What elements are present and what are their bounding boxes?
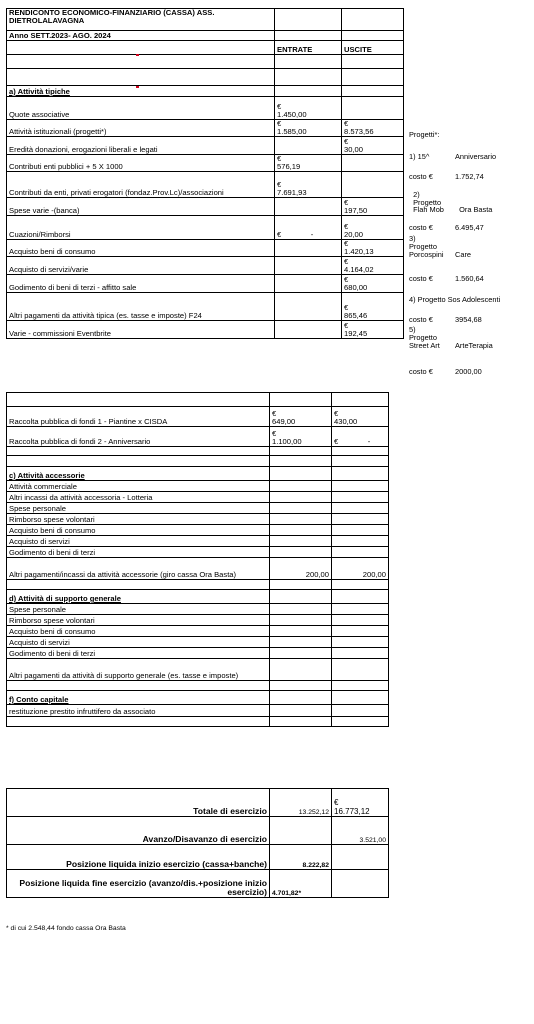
row-uscite: € - xyxy=(332,427,389,447)
row-entrate xyxy=(270,503,332,514)
row-entrate xyxy=(270,536,332,547)
table-row xyxy=(7,604,389,615)
table-row xyxy=(7,407,389,427)
red-mark xyxy=(136,86,139,88)
section-d-rows xyxy=(7,604,389,681)
project-5-name xyxy=(409,326,493,349)
row-uscite xyxy=(332,615,389,626)
table-row xyxy=(7,136,404,154)
row-label: Rimborso spese volontari xyxy=(7,615,270,626)
row-uscite xyxy=(332,659,389,681)
project-1-label: 1) 15^ xyxy=(409,152,430,161)
empty-cell xyxy=(342,55,404,69)
table-row xyxy=(7,427,389,447)
row-entrate xyxy=(275,320,342,338)
row-label: Raccolta pubblica di fondi 2 - Anniversario xyxy=(7,427,270,447)
empty-cell xyxy=(7,456,270,467)
row-label: Acquisto beni di consumo xyxy=(7,626,270,637)
empty-cell xyxy=(342,86,404,97)
empty-cell xyxy=(270,467,332,481)
project-3-cost-value: 1.560,64 xyxy=(455,274,484,283)
posizione-fine-label: Posizione liquida fine esercizio (avanzo/dis.+posizione inizio esercizio) xyxy=(7,870,270,898)
section-c-rows xyxy=(7,481,389,580)
project-1-cost-value: 1.752,74 xyxy=(455,172,484,181)
table-row xyxy=(7,705,389,717)
table-row xyxy=(7,274,404,292)
row-entrate xyxy=(270,659,332,681)
row-label: Altri pagamenti da attività di supporto generale (es. tasse e imposte) xyxy=(7,659,270,681)
row-uscite xyxy=(332,626,389,637)
row-label: Varie - commissioni Eventbrite xyxy=(7,320,275,338)
row-uscite xyxy=(332,705,389,717)
row-uscite: € 197,50 xyxy=(342,197,404,215)
empty-cell xyxy=(7,447,270,456)
empty-cell xyxy=(270,817,332,845)
totale-uscite: € 16.773,12 xyxy=(332,789,389,817)
table-row xyxy=(7,648,389,659)
empty-cell xyxy=(270,393,332,407)
empty-cell xyxy=(332,845,389,870)
table-row xyxy=(7,292,404,320)
empty-cell xyxy=(270,580,332,590)
empty-cell xyxy=(332,580,389,590)
report-title: RENDICONTO ECONOMICO-FINANZIARIO (CASSA) ASS. DIETROLALAVAGNA xyxy=(7,9,275,31)
empty-cell xyxy=(275,55,342,69)
project-1-title: Anniversario xyxy=(455,152,497,161)
table-row xyxy=(7,256,404,274)
row-entrate xyxy=(275,239,342,256)
table-row xyxy=(7,536,389,547)
project-1-cost xyxy=(409,173,484,181)
row-label: Acquisto di servizi xyxy=(7,637,270,648)
accessory-table xyxy=(6,392,389,727)
row-entrate: € - xyxy=(275,215,342,239)
row-uscite xyxy=(332,525,389,536)
row-uscite xyxy=(332,481,389,492)
empty-cell xyxy=(7,55,275,69)
row-entrate: € 649,00 xyxy=(270,407,332,427)
table-row xyxy=(7,320,404,338)
row-uscite: € 430,00 xyxy=(332,407,389,427)
section-a-heading: a) Attività tipiche xyxy=(7,86,275,97)
row-uscite xyxy=(332,503,389,514)
totals-table xyxy=(6,788,389,898)
empty-cell xyxy=(332,717,389,727)
row-entrate xyxy=(270,648,332,659)
row-label: Attività istituzionali (progetti*) xyxy=(7,120,275,137)
row-label: Acquisto beni di consumo xyxy=(7,525,270,536)
empty-cell xyxy=(332,590,389,604)
project-5-title: ArteTerapia xyxy=(455,340,493,350)
section-d-heading: d) Attività di supporto generale xyxy=(7,590,270,604)
project-4-name: 4) Progetto Sos Adolescenti xyxy=(409,295,501,304)
row-uscite: € 4.164,02 xyxy=(342,256,404,274)
row-uscite: € 30,00 xyxy=(342,136,404,154)
row-uscite: € 8.573,56 xyxy=(342,120,404,137)
table-row xyxy=(7,154,404,171)
row-label: Godimento di beni di terzi xyxy=(7,648,270,659)
empty-cell xyxy=(275,9,342,31)
empty-cell xyxy=(332,456,389,467)
project-5-cost xyxy=(409,368,482,376)
col-header-entrate: ENTRATE xyxy=(275,41,342,55)
row-entrate xyxy=(270,637,332,648)
table-row xyxy=(7,492,389,503)
row-uscite xyxy=(332,648,389,659)
row-uscite xyxy=(342,171,404,197)
empty-cell xyxy=(7,580,270,590)
table-row xyxy=(7,120,404,137)
row-label: Acquisto beni di consumo xyxy=(7,239,275,256)
footnote: * di cui 2.548,44 fondo cassa Ora Basta xyxy=(6,925,126,932)
row-entrate: € 576,19 xyxy=(275,154,342,171)
row-uscite xyxy=(332,547,389,558)
row-entrate xyxy=(270,547,332,558)
row-uscite: € 680,00 xyxy=(342,274,404,292)
table-row xyxy=(7,503,389,514)
row-label: Acquisto di servizi xyxy=(7,536,270,547)
row-uscite xyxy=(332,536,389,547)
project-5-label: 5) Progetto Street Art xyxy=(409,325,440,350)
row-entrate xyxy=(275,292,342,320)
row-uscite: 200,00 xyxy=(332,558,389,580)
red-mark xyxy=(136,54,139,56)
row-label: Cuazioni/Rimborsi xyxy=(7,215,275,239)
row-uscite xyxy=(332,604,389,615)
row-uscite: € 192,45 xyxy=(342,320,404,338)
row-label: Altri pagamenti da attività tipica (es. tasse e imposte) F24 xyxy=(7,292,275,320)
empty-cell xyxy=(332,393,389,407)
table-row xyxy=(7,659,389,681)
project-1-cost-label: costo € xyxy=(409,172,433,181)
posizione-fine-value: 4.701,82* xyxy=(270,870,332,898)
row-entrate xyxy=(270,604,332,615)
empty-cell xyxy=(342,9,404,31)
row-label: Spese varie -(banca) xyxy=(7,197,275,215)
row-uscite: € 20,00 xyxy=(342,215,404,239)
empty-cell xyxy=(270,456,332,467)
posizione-inizio-value: 8.222,82 xyxy=(270,845,332,870)
empty-cell xyxy=(270,590,332,604)
projects-heading: Progetti*: xyxy=(409,130,440,139)
row-label: Contributi enti pubblici + 5 X 1000 xyxy=(7,154,275,171)
table-row xyxy=(7,171,404,197)
rendiconto-table xyxy=(6,8,404,339)
row-label: Altri pagamenti/incassi da attività accessorie (giro cassa Ora Basta) xyxy=(7,558,270,580)
empty-cell xyxy=(270,447,332,456)
empty-cell xyxy=(275,86,342,97)
totale-entrate: 13.252,12 xyxy=(270,789,332,817)
row-label: Contributi da enti, privati erogatori (fondaz.Prov.Lc)/associazioni xyxy=(7,171,275,197)
row-label: Godimento di beni di terzi - affitto sale xyxy=(7,274,275,292)
posizione-inizio-label: Posizione liquida inizio esercizio (cassa+banche) xyxy=(7,845,270,870)
table-row xyxy=(7,547,389,558)
empty-cell xyxy=(270,717,332,727)
row-entrate: € 7.691,93 xyxy=(275,171,342,197)
table-row xyxy=(7,626,389,637)
row-uscite xyxy=(342,154,404,171)
table-row xyxy=(7,481,389,492)
row-label: Quote associative xyxy=(7,97,275,120)
section-f-rows xyxy=(7,705,389,717)
row-entrate xyxy=(270,626,332,637)
empty-cell xyxy=(270,681,332,691)
table-row xyxy=(7,197,404,215)
empty-cell xyxy=(7,69,275,86)
project-3-cost-label: costo € xyxy=(409,274,433,283)
row-uscite xyxy=(332,492,389,503)
table-row xyxy=(7,615,389,626)
project-2-cost xyxy=(409,224,484,232)
empty-cell xyxy=(270,691,332,705)
project-3-label: 3) Progetto Porcospini xyxy=(409,234,444,259)
row-entrate: 200,00 xyxy=(270,558,332,580)
row-label: Attività commerciale xyxy=(7,481,270,492)
row-entrate xyxy=(270,525,332,536)
project-3-title: Care xyxy=(455,249,472,259)
empty-cell xyxy=(332,447,389,456)
row-entrate xyxy=(270,514,332,525)
project-5-cost-label: costo € xyxy=(409,367,433,376)
col-header-uscite: USCITE xyxy=(342,41,404,55)
row-label: restituzione prestito infruttifero da associato xyxy=(7,705,270,717)
avanzo-value: 3.521,00 xyxy=(332,817,389,845)
project-2-name xyxy=(409,183,492,214)
row-entrate xyxy=(275,256,342,274)
empty-cell xyxy=(342,31,404,41)
row-label: Rimborso spese volontari xyxy=(7,514,270,525)
avanzo-label: Avanzo/Disavanzo di esercizio xyxy=(7,817,270,845)
row-uscite xyxy=(332,514,389,525)
project-2-cost-value: 6.495,47 xyxy=(455,223,484,232)
section-f-heading: f) Conto capitale xyxy=(7,691,270,705)
row-label: Eredità donazioni, erogazioni liberali e legati xyxy=(7,136,275,154)
row-entrate xyxy=(275,274,342,292)
row-label: Spese personale xyxy=(7,503,270,514)
project-3-name xyxy=(409,235,471,258)
project-2-title: Ora Basta xyxy=(459,205,493,215)
row-entrate xyxy=(270,492,332,503)
row-uscite xyxy=(332,637,389,648)
row-entrate: € 1.100,00 xyxy=(270,427,332,447)
empty-cell xyxy=(332,870,389,898)
table-row xyxy=(7,558,389,580)
row-entrate xyxy=(270,705,332,717)
empty-cell xyxy=(332,467,389,481)
table-row xyxy=(7,97,404,120)
row-label: Raccolta pubblica di fondi 1 - Piantine x CISDA xyxy=(7,407,270,427)
empty-cell xyxy=(332,691,389,705)
row-uscite: € 1.420,13 xyxy=(342,239,404,256)
row-uscite: € 865,46 xyxy=(342,292,404,320)
section-c-heading: c) Attività accessorie xyxy=(7,467,270,481)
empty-cell xyxy=(332,681,389,691)
row-entrate xyxy=(275,197,342,215)
empty-cell xyxy=(7,717,270,727)
empty-cell xyxy=(275,69,342,86)
table-row xyxy=(7,514,389,525)
row-entrate xyxy=(275,136,342,154)
project-4-cost-value: 3954,68 xyxy=(455,315,482,324)
fundraising-rows xyxy=(7,407,389,447)
empty-cell xyxy=(275,31,342,41)
row-label: Acquisto di servizi/varie xyxy=(7,256,275,274)
empty-cell xyxy=(342,69,404,86)
row-label: Godimento di beni di terzi xyxy=(7,547,270,558)
totale-label: Totale di esercizio xyxy=(7,789,270,817)
project-1-name xyxy=(409,153,496,161)
project-4-cost xyxy=(409,316,482,324)
row-label: Altri incassi da attività accessoria - Lotteria xyxy=(7,492,270,503)
project-2-cost-label: costo € xyxy=(409,223,433,232)
row-entrate: € 1.585,00 xyxy=(275,120,342,137)
row-uscite xyxy=(342,97,404,120)
empty-cell xyxy=(7,393,270,407)
report-period: Anno SETT.2023- AGO. 2024 xyxy=(7,31,275,41)
table-row xyxy=(7,525,389,536)
table-row xyxy=(7,239,404,256)
project-5-cost-value: 2000,00 xyxy=(455,367,482,376)
project-4-cost-label: costo € xyxy=(409,315,433,324)
table-row xyxy=(7,637,389,648)
row-entrate xyxy=(270,615,332,626)
empty-cell xyxy=(7,681,270,691)
table-row xyxy=(7,215,404,239)
row-entrate: € 1.450,00 xyxy=(275,97,342,120)
empty-cell xyxy=(7,41,275,55)
section-a-rows xyxy=(7,97,404,339)
row-label: Spese personale xyxy=(7,604,270,615)
row-entrate xyxy=(270,481,332,492)
project-3-cost xyxy=(409,275,484,283)
project-2-label: 2) Progetto Flah Mob xyxy=(413,189,444,215)
